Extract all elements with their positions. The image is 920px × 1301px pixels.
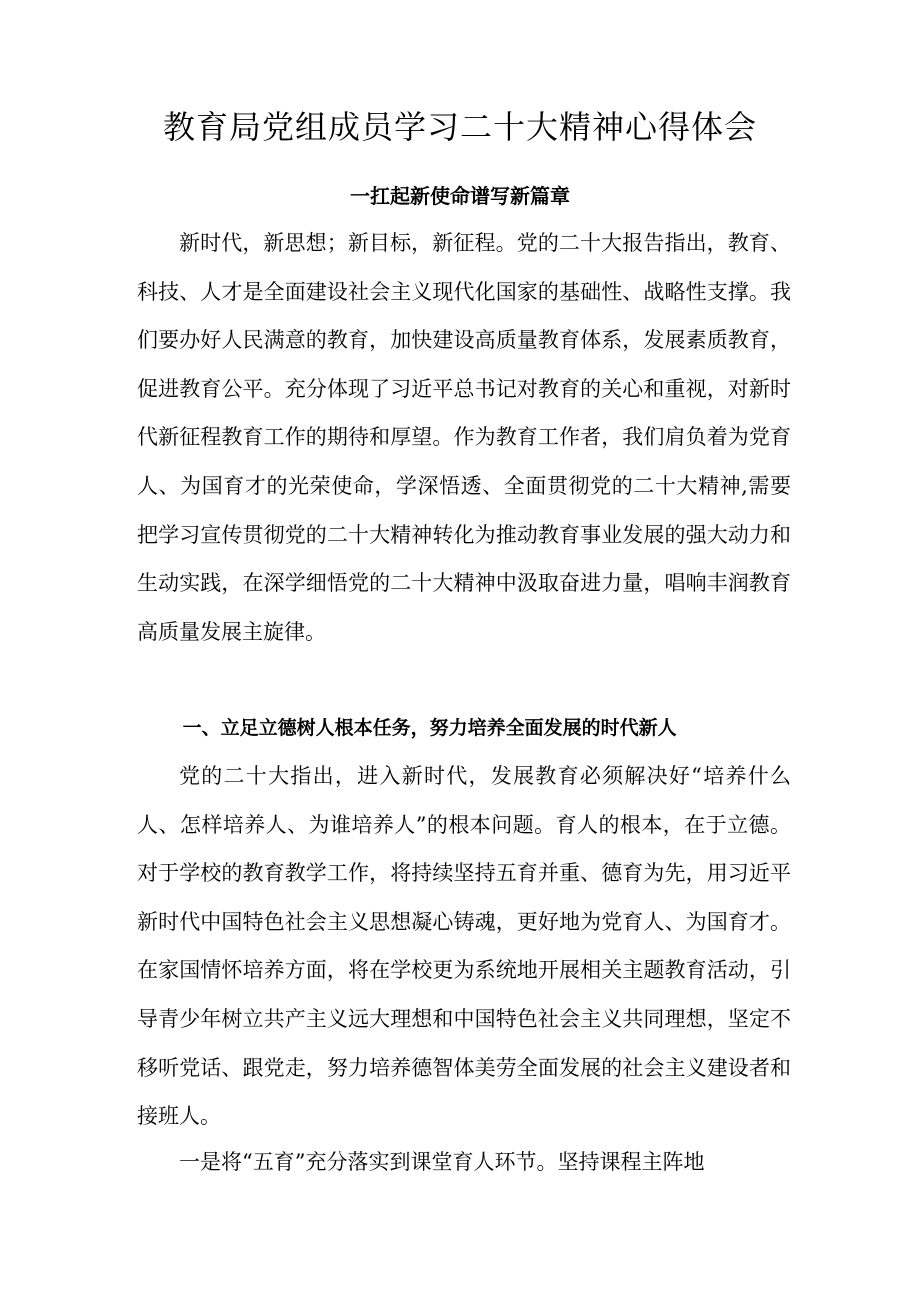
body-paragraph: 新时代，新思想；新目标，新征程。党的二十大报告指出，教育、科技、人才是全面建设社会主义现代化国家的基础性、战略性支撑。我们要办好人民满意的教育，加快建设高质量教育体系，发展素质教育，促进教育公平。充分体现了习近平总书记对教育的关心和重视，对新时代新征程教育工作的期待和厚望。作为教育工作者，我们肩负着为党育人、为国育才的光荣使命，学深悟透、全面贯彻党的二十大精神,需要把学习宣传贯彻党的二十大精神转化为推动教育事业发展的强大动力和生动实践，在深学细悟党的二十大精神中汲取奋进力量，唱响丰润教育高质量发展主旋律。 xyxy=(137,231,791,644)
document-subtitle: 一扛起新使命谱写新篇章 xyxy=(350,184,570,208)
body-paragraph: 党的二十大指出，进入新时代，发展教育必须解决好“培养什么人、怎样培养人、为谁培养人”的根本问题。育人的根本，在于立德。对于学校的教育教学工作，将持续坚持五育并重、德育为先，用习近平新时代中国特色社会主义思想凝心铸魂，更好地为党育人、为国育才。在家国情怀培养方面，将在学校更为系统地开展相关主题教育活动，引导青少年树立共产主义远大理想和中国特色社会主义共同理想，坚定不移听党话、跟党走，努力培养德智体美劳全面发展的社会主义建设者和接班人。 xyxy=(137,764,791,1129)
document-title: 教育局党组成员学习二十大精神心得体会 xyxy=(162,108,757,146)
section-heading: 一、立足立德树人根本任务，努力培养全面发展的时代新人 xyxy=(182,717,677,739)
body-paragraph: 一是将“五育”充分落实到课堂育人环节。坚持课程主阵地 xyxy=(179,1150,705,1174)
